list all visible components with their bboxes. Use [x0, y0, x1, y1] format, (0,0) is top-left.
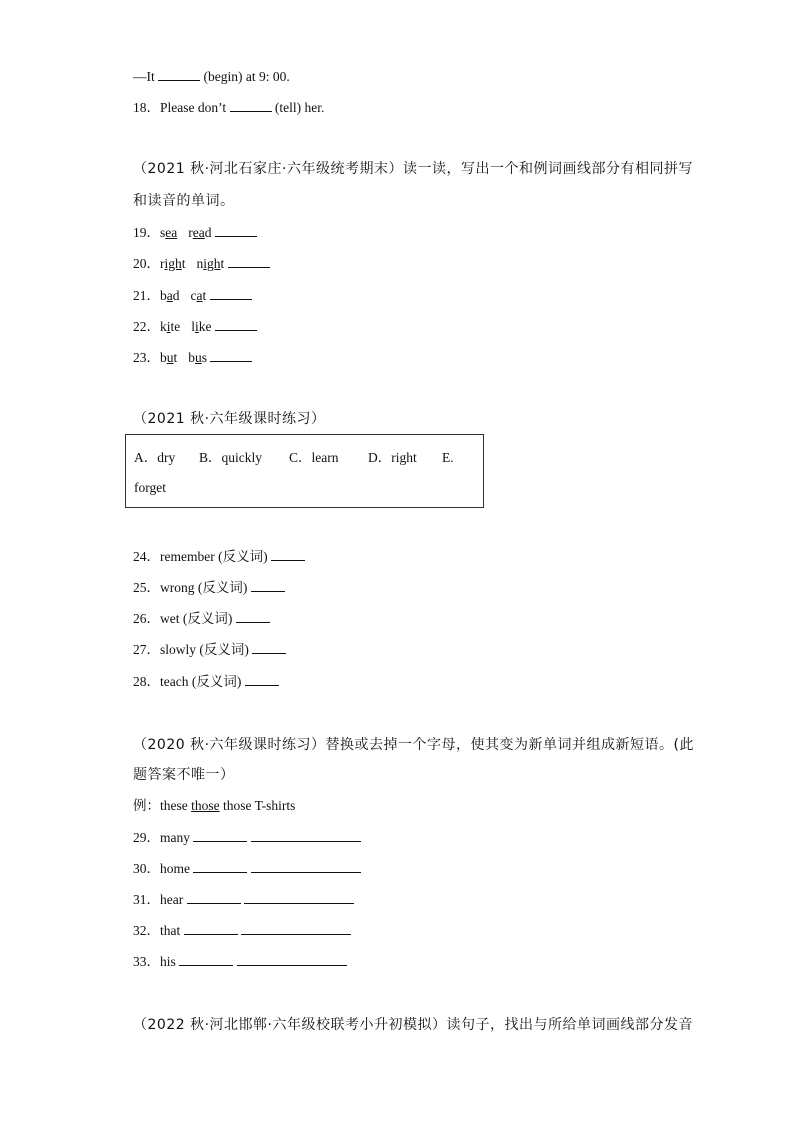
list-item: 26．wet (反义词) [133, 609, 270, 628]
list-item: 19．sea read [133, 223, 257, 242]
answer-blank[interactable] [251, 578, 285, 592]
question-18: 18．Please don’t (tell) her. [133, 100, 325, 115]
option-b: B．quickly [199, 450, 262, 465]
section2-heading: （2021 秋·六年级课时练习） [133, 411, 326, 427]
list-item: 29．many [133, 828, 361, 847]
word-blank[interactable] [184, 921, 238, 935]
phrase-blank[interactable] [237, 952, 347, 966]
answer-blank[interactable] [215, 317, 257, 331]
list-item: 24．remember (反义词) [133, 547, 305, 566]
option-c: C．learn [289, 450, 339, 465]
word-blank[interactable] [193, 859, 247, 873]
section3-heading-line1: （2020 秋·六年级课时练习）替换或去掉一个字母，使其变为新单词并组成新短语。(此 [133, 737, 694, 753]
word-bank-box [125, 434, 484, 508]
section4-heading-line1: （2022 秋·河北邯郸·六年级校联考小升初模拟）读句子，找出与所给单词画线部分发音 [133, 1017, 693, 1033]
example-answer: those [191, 798, 220, 813]
phrase-blank[interactable] [251, 859, 361, 873]
phrase-blank[interactable] [244, 890, 354, 904]
list-item: 33．his [133, 952, 347, 971]
list-item: 21．bad cat [133, 286, 252, 305]
section3-heading-line2: 题答案不唯一） [133, 767, 235, 783]
word-blank[interactable] [193, 828, 247, 842]
q17-answer-line: —It (begin) at 9: 00. [133, 69, 290, 84]
list-item: 20．right night [133, 254, 270, 273]
phrase-blank[interactable] [241, 921, 351, 935]
answer-blank[interactable] [271, 547, 305, 561]
answer-blank[interactable] [210, 286, 252, 300]
word-blank[interactable] [187, 890, 241, 904]
list-item: 25．wrong (反义词) [133, 578, 285, 597]
list-item: 23．but bus [133, 348, 252, 367]
list-item: 31．hear [133, 890, 354, 909]
answer-blank[interactable] [230, 98, 272, 112]
answer-blank[interactable] [210, 348, 252, 362]
section1-heading-line1: （2021 秋·河北石家庄·六年级统考期末）读一读，写出一个和例词画线部分有相同拼写 [133, 161, 693, 177]
list-item: 22．kite like [133, 317, 257, 336]
section1-heading-line2: 和读音的单词。 [133, 193, 235, 209]
answer-blank[interactable] [215, 223, 257, 237]
answer-blank[interactable] [236, 609, 270, 623]
option-a: A．dry [134, 450, 176, 465]
word-blank[interactable] [179, 952, 233, 966]
answer-blank[interactable] [252, 640, 286, 654]
phrase-blank[interactable] [251, 828, 361, 842]
section3-example: 例：these those those T-shirts [133, 798, 296, 813]
option-e: E. [442, 450, 454, 465]
option-d: D．right [368, 450, 417, 465]
answer-blank[interactable] [158, 67, 200, 81]
list-item: 27．slowly (反义词) [133, 640, 286, 659]
list-item: 28．teach (反义词) [133, 672, 279, 691]
answer-blank[interactable] [228, 254, 270, 268]
list-item: 32．that [133, 921, 351, 940]
list-item: 30．home [133, 859, 361, 878]
option-e-word: forget [134, 480, 166, 495]
answer-blank[interactable] [245, 672, 279, 686]
